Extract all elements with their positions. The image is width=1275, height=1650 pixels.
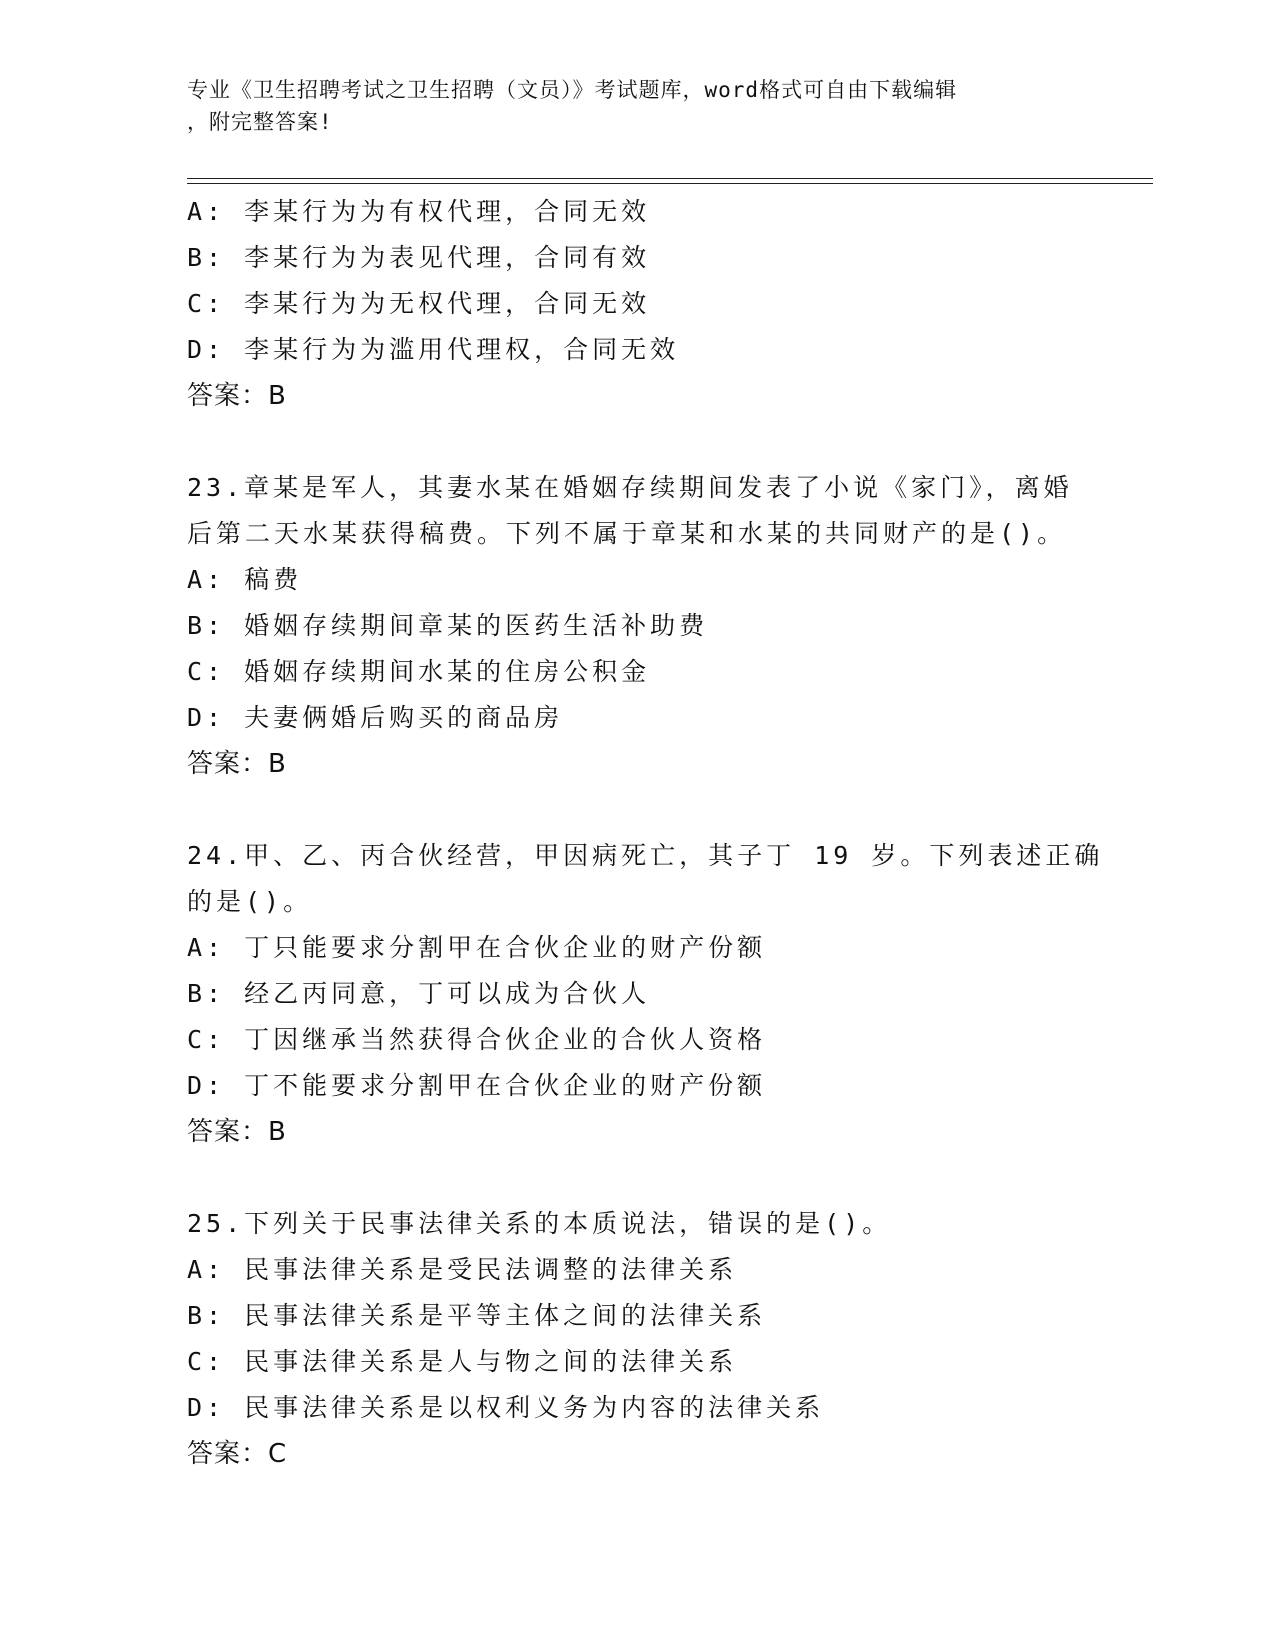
option-d: D: 李某行为为滥用代理权，合同无效 — [187, 335, 680, 364]
option-b: B: 婚姻存续期间章某的医药生活补助费 — [187, 611, 709, 640]
option-b: B: 经乙丙同意，丁可以成为合伙人 — [187, 979, 651, 1008]
spacer — [187, 1155, 1087, 1201]
question-content — [187, 189, 1104, 1477]
question-stem-line-2: 后第二天水某获得稿费。下列不属于章某和水某的共同财产的是()。 — [187, 519, 1067, 548]
header-divider-bottom — [187, 183, 1153, 184]
question-stem-line-1: 24.甲、乙、丙合伙经营，甲因病死亡，其子丁 19 岁。下列表述正确 — [187, 841, 1104, 870]
answer-line: 答案：B — [187, 1117, 287, 1147]
question-23 — [187, 465, 1087, 787]
answer-line: 答案：B — [187, 381, 287, 411]
option-a: A: 稿费 — [187, 565, 303, 594]
question-stem-line-2: 的是()。 — [187, 887, 313, 916]
option-a: A: 李某行为为有权代理，合同无效 — [187, 197, 651, 226]
question-stem-line-1: 23.章某是军人，其妻水某在婚姻存续期间发表了小说《家门》，离婚 — [187, 473, 1073, 502]
question-25 — [187, 1201, 1087, 1477]
option-c: C: 丁因继承当然获得合伙企业的合伙人资格 — [187, 1025, 767, 1054]
option-c: C: 婚姻存续期间水某的住房公积金 — [187, 657, 651, 686]
option-a: A: 丁只能要求分割甲在合伙企业的财产份额 — [187, 933, 767, 962]
header-line-2: ，附完整答案! — [187, 110, 333, 134]
answer-line: 答案：C — [187, 1439, 288, 1469]
option-b: B: 李某行为为表见代理，合同有效 — [187, 243, 651, 272]
question-22-continued — [187, 189, 1087, 419]
spacer — [187, 787, 1087, 833]
option-d: D: 夫妻俩婚后购买的商品房 — [187, 703, 564, 732]
question-stem-line-1: 25.下列关于民事法律关系的本质说法，错误的是()。 — [187, 1209, 892, 1238]
option-a: A: 民事法律关系是受民法调整的法律关系 — [187, 1255, 738, 1284]
answer-line: 答案：B — [187, 749, 287, 779]
option-c: C: 民事法律关系是人与物之间的法律关系 — [187, 1347, 738, 1376]
header-divider-top — [187, 178, 1153, 179]
option-c: C: 李某行为为无权代理，合同无效 — [187, 289, 651, 318]
option-d: D: 丁不能要求分割甲在合伙企业的财产份额 — [187, 1071, 767, 1100]
option-b: B: 民事法律关系是平等主体之间的法律关系 — [187, 1301, 767, 1330]
spacer — [187, 419, 1087, 465]
document-header — [187, 74, 1067, 138]
question-24 — [187, 833, 1104, 1155]
option-d: D: 民事法律关系是以权利义务为内容的法律关系 — [187, 1393, 825, 1422]
header-line-1: 专业《卫生招聘考试之卫生招聘（文员）》考试题库，word格式可自由下载编辑 — [187, 78, 958, 102]
